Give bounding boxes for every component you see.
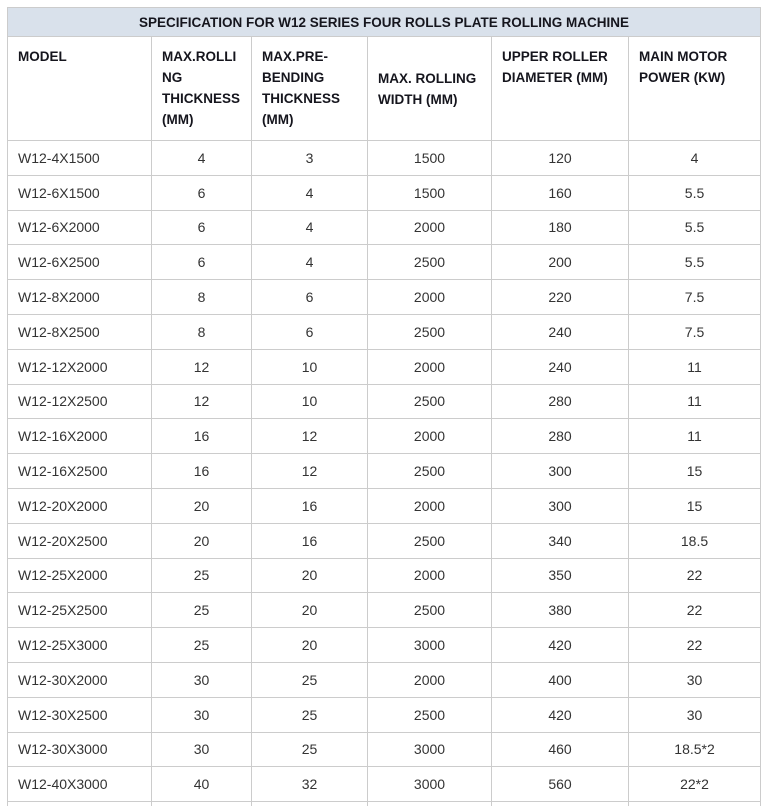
spec-cell: 2000 [368,558,492,593]
model-cell: W12-8X2000 [8,280,152,315]
spec-cell: 2500 [368,384,492,419]
spec-cell: 16 [152,454,252,489]
spec-cell: 2000 [368,488,492,523]
column-header: MODEL [8,37,152,141]
spec-cell: 420 [492,628,629,663]
table-header-row [8,37,761,141]
spec-cell: 30 [152,662,252,697]
table-row [8,593,761,628]
table-row [8,558,761,593]
table-row [8,628,761,663]
spec-cell: 300 [492,454,629,489]
table-row [8,349,761,384]
spec-cell: 12 [152,384,252,419]
table-body [8,141,761,806]
spec-cell: 300 [492,488,629,523]
spec-cell: 22 [629,558,761,593]
spec-cell: 18.5*2 [629,732,761,767]
spec-cell: 6 [152,175,252,210]
spec-cell: 25 [152,628,252,663]
spec-cell: 12 [252,454,368,489]
spec-cell: 11 [629,384,761,419]
spec-cell: 11 [629,349,761,384]
model-cell: W12-6X2000 [8,210,152,245]
spec-cell: 25 [152,558,252,593]
table-row [8,210,761,245]
model-cell: W12-12X2000 [8,349,152,384]
title-row [8,8,761,37]
model-cell: W12-16X2000 [8,419,152,454]
spec-cell: 1500 [368,175,492,210]
spec-cell: 18.5 [629,523,761,558]
model-cell: W12-8X2500 [8,314,152,349]
model-cell: W12-25X3000 [8,628,152,663]
model-cell: W12-16X2500 [8,454,152,489]
spec-cell: 5.5 [629,245,761,280]
spec-cell: 220 [492,280,629,315]
spec-cell: 20 [252,593,368,628]
model-cell: W12-30X2000 [8,662,152,697]
spec-cell: 8 [152,280,252,315]
spec-cell: 340 [492,523,629,558]
spec-cell: 15 [629,454,761,489]
spec-cell: 25 [152,593,252,628]
column-header: MAX.ROLLING THICKNESS (MM) [152,37,252,141]
spec-cell: 20 [252,628,368,663]
spec-cell: 2000 [368,419,492,454]
spec-cell: 8 [152,314,252,349]
spec-cell [252,802,368,806]
table-row [8,454,761,489]
spec-cell: 6 [152,245,252,280]
spec-cell: 25 [252,697,368,732]
table-row [8,697,761,732]
model-cell: W12-12X2500 [8,384,152,419]
spec-cell: 22 [629,628,761,663]
spec-cell: 22*2 [629,767,761,802]
spec-cell: 30 [629,662,761,697]
model-cell: W12-4X1500 [8,141,152,176]
model-cell: W12-30X3000 [8,732,152,767]
spec-cell: 6 [252,280,368,315]
spec-cell: 30 [152,697,252,732]
spec-cell: 16 [252,488,368,523]
spec-cell: 1500 [368,141,492,176]
spec-cell: 2500 [368,454,492,489]
spec-cell: 120 [492,141,629,176]
spec-cell: 380 [492,593,629,628]
spec-cell: 2500 [368,593,492,628]
table-row [8,732,761,767]
spec-cell: 2000 [368,280,492,315]
spec-cell: 16 [152,419,252,454]
spec-cell: 32 [252,767,368,802]
spec-cell: 6 [252,314,368,349]
model-cell: W12-20X2500 [8,523,152,558]
table-row [8,175,761,210]
spec-cell: 5.5 [629,175,761,210]
spec-cell: 2500 [368,523,492,558]
spec-cell: 7.5 [629,280,761,315]
spec-cell: 4 [629,141,761,176]
column-header: MAX.PRE-BENDING THICKNESS (MM) [252,37,368,141]
table-row [8,419,761,454]
spec-cell: 12 [152,349,252,384]
spec-cell: 25 [252,732,368,767]
spec-cell: 10 [252,384,368,419]
spec-cell: 420 [492,697,629,732]
table-row [8,280,761,315]
spec-cell: 2000 [368,349,492,384]
model-cell: W12-30X2500 [8,697,152,732]
column-header: MAIN MOTOR POWER (KW) [629,37,761,141]
table-row [8,488,761,523]
table-head [8,8,761,141]
spec-cell [492,802,629,806]
table-row-clipped [8,802,761,806]
spec-cell: 4 [252,245,368,280]
table-row [8,384,761,419]
spec-cell: 160 [492,175,629,210]
spec-cell: 20 [252,558,368,593]
spec-cell: 350 [492,558,629,593]
spec-cell: 30 [629,697,761,732]
spec-cell: 280 [492,419,629,454]
spec-cell: 2000 [368,210,492,245]
spec-cell: 3 [252,141,368,176]
spec-cell: 20 [152,523,252,558]
spec-cell: 4 [252,175,368,210]
spec-cell: 22 [629,593,761,628]
table-row [8,314,761,349]
spec-cell [629,802,761,806]
model-cell: W12-20X2000 [8,488,152,523]
spec-cell: 5.5 [629,210,761,245]
model-cell: W12-6X2500 [8,245,152,280]
spec-cell: 4 [252,210,368,245]
column-header: UPPER ROLLER DIAMETER (MM) [492,37,629,141]
table-title: SPECIFICATION FOR W12 SERIES FOUR ROLLS PLATE ROLLING MACHINE [8,8,761,37]
table-row [8,141,761,176]
spec-cell: 20 [152,488,252,523]
spec-cell: 3000 [368,628,492,663]
spec-cell: 280 [492,384,629,419]
table-row [8,767,761,802]
spec-cell: 25 [252,662,368,697]
spec-cell: 4 [152,141,252,176]
spec-cell: 560 [492,767,629,802]
spec-cell [152,802,252,806]
spec-cell: 12 [252,419,368,454]
spec-cell [8,802,152,806]
spec-cell: 240 [492,349,629,384]
model-cell: W12-25X2500 [8,593,152,628]
spec-cell: 400 [492,662,629,697]
spec-cell: 180 [492,210,629,245]
model-cell: W12-6X1500 [8,175,152,210]
spec-cell [368,802,492,806]
model-cell: W12-40X3000 [8,767,152,802]
table-row [8,662,761,697]
spec-cell: 2500 [368,314,492,349]
spec-cell: 2000 [368,662,492,697]
spec-cell: 6 [152,210,252,245]
spec-cell: 16 [252,523,368,558]
spec-cell: 15 [629,488,761,523]
spec-cell: 10 [252,349,368,384]
spec-cell: 200 [492,245,629,280]
spec-cell: 30 [152,732,252,767]
table-row [8,245,761,280]
spec-cell: 11 [629,419,761,454]
spec-cell: 2500 [368,697,492,732]
spec-cell: 2500 [368,245,492,280]
spec-cell: 3000 [368,767,492,802]
specification-table [7,7,761,806]
column-header: MAX. ROLLING WIDTH (MM) [368,37,492,141]
spec-cell: 7.5 [629,314,761,349]
spec-cell: 460 [492,732,629,767]
model-cell: W12-25X2000 [8,558,152,593]
table-row [8,523,761,558]
spec-cell: 240 [492,314,629,349]
spec-cell: 3000 [368,732,492,767]
spec-cell: 40 [152,767,252,802]
